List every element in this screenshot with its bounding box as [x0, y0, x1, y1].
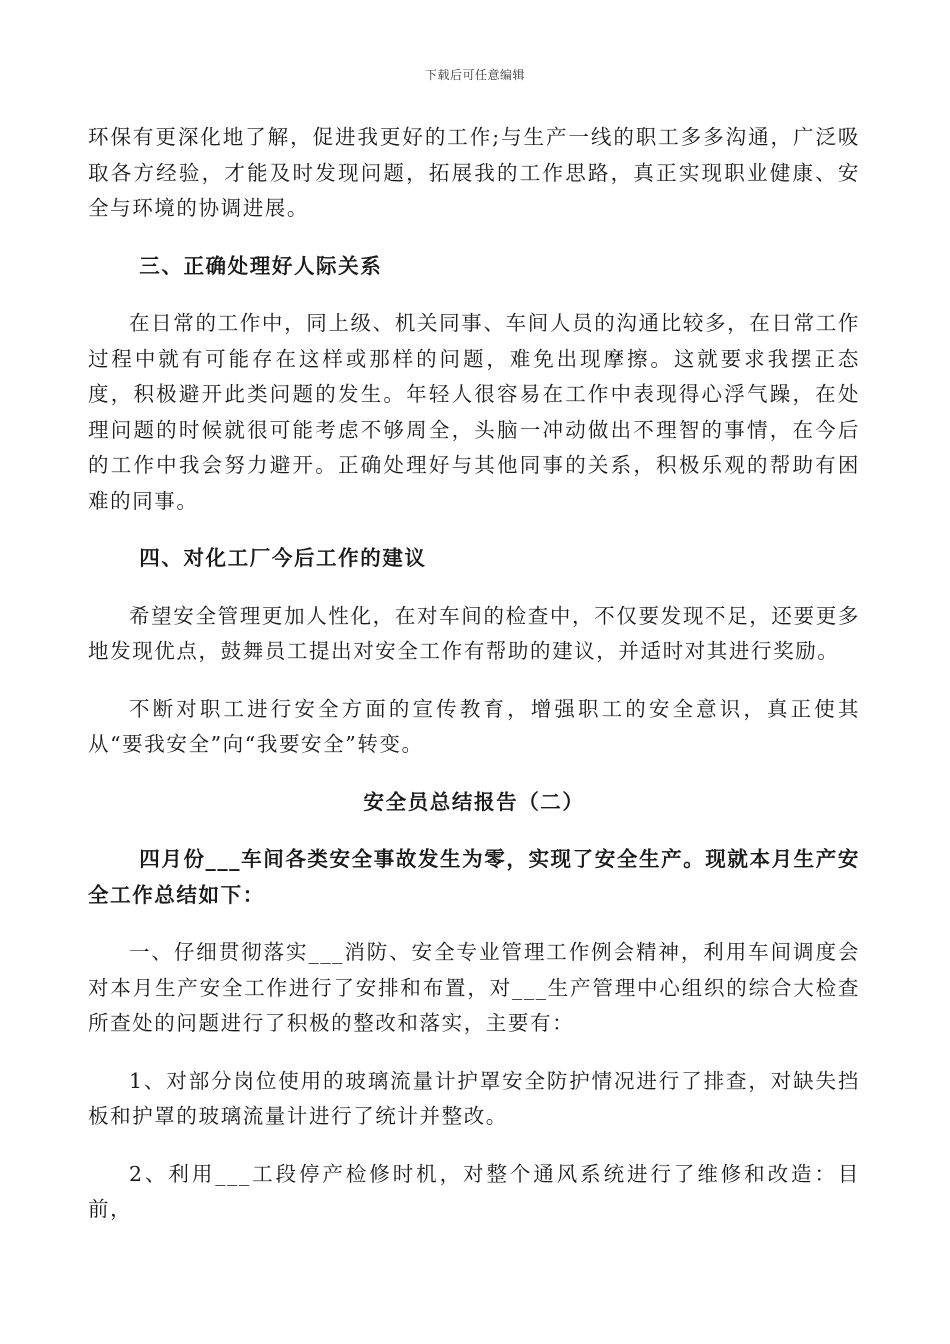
section-heading-3: 三、正确处理好人际关系	[139, 253, 383, 278]
document-body	[88, 120, 860, 1228]
header-note: 下载后可任意编辑	[424, 68, 525, 82]
section-heading-4: 四、对化工厂今后工作的建议	[139, 546, 427, 570]
paragraph-sub-2: 2、利用___工段停产检修时机，对整个通风系统进行了维修和改造：目前，	[88, 1161, 860, 1221]
paragraph-continuation: 环保有更深化地了解，促进我更好的工作;与生产一线的职工多多沟通，广泛吸取各方经验，才能及时发现问题，拓展我的工作思路，真正实现职业健康、安全与环境的协调进展。	[88, 125, 860, 220]
paragraph-suggestion-1: 希望安全管理更加人性化，在对车间的检查中，不仅要发现不足，还要更多地发现优点，鼓舞员工提出对安全工作有帮助的建议，并适时对其进行奖励。	[88, 603, 860, 663]
report-title: 安全员总结报告（二）	[363, 789, 585, 814]
paragraph-item-1: 一、仔细贯彻落实___消防、安全专业管理工作例会精神，利用车间调度会对本月生产安全工作进行了安排和布置，对___生产管理中心组织的综合大检查所查处的问题进行了积极的整改和落实，主要有：	[88, 940, 860, 1035]
paragraph-sub-1: 1、对部分岗位使用的玻璃流量计护罩安全防护情况进行了排查，对缺失挡板和护罩的玻璃流量计进行了统计并整改。	[88, 1068, 860, 1128]
paragraph-interpersonal: 在日常的工作中，同上级、机关同事、车间人员的沟通比较多，在日常工作过程中就有可能存在这样或那样的问题，难免出现摩擦。这就要求我摆正态度，积极避开此类问题的发生。年轻人很容易在工作中表现得心浮气躁，在处理问题的时候就很可能考虑不够周全，头脑一冲动做出不理智的事情，在今后的工作中我会努力避开。正确处理好与其他同事的关系，积极乐观的帮助有困难的同事。	[88, 311, 860, 513]
paragraph-suggestion-2: 不断对职工进行安全方面的宣传教育，增强职工的安全意识，真正使其从“要我安全”向“我要安全”转变。	[88, 696, 860, 756]
report-intro: 四月份___车间各类安全事故发生为零，实现了安全生产。现就本月生产安全工作总结如下：	[88, 847, 860, 907]
